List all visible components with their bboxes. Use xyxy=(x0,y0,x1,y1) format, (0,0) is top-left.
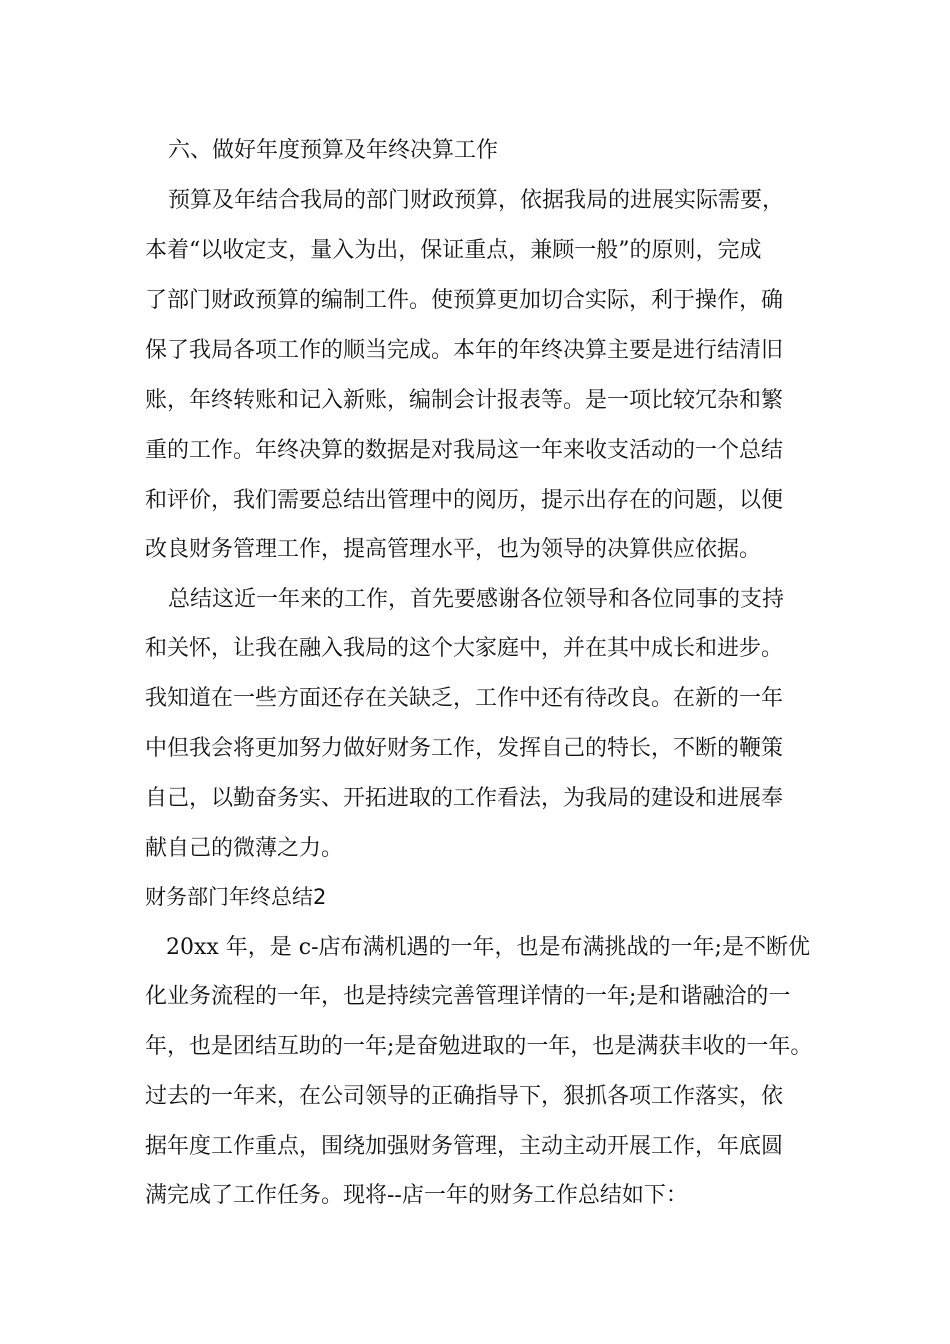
paragraph-line: 20xx 年，是 c-店布满机遇的一年，也是布满挑战的一年;是不断优 xyxy=(166,935,810,960)
paragraph-line: 和关怀，让我在融入我局的这个大家庭中，并在其中成长和进步。 xyxy=(145,636,784,661)
paragraph-line: 账，年终转账和记入新账，编制会计报表等。是一项比较冗杂和繁 xyxy=(145,388,784,413)
paragraph-line: 改良财务管理工作，提高管理水平，也为领导的决算供应依据。 xyxy=(145,537,762,562)
paragraph-line: 重的工作。年终决算的数据是对我局这一年来收支活动的一个总结 xyxy=(145,438,784,463)
paragraph-line: 化业务流程的一年，也是持续完善管理详情的一年;是和谐融洽的一 xyxy=(145,984,791,1009)
paragraph-line: 保了我局各项工作的顺当完成。本年的年终决算主要是进行结清旧 xyxy=(145,338,784,363)
paragraph-line: 我知道在一些方面还存在关缺乏，工作中还有待改良。在新的一年 xyxy=(145,686,784,711)
paragraph-line: 本着“以收定支，量入为出，保证重点，兼顾一般”的原则，完成 xyxy=(145,238,762,263)
paragraph-line: 过去的一年来，在公司领导的正确指导下，狠抓各项工作落实，依 xyxy=(145,1084,784,1109)
section-title: 财务部门年终总结2 xyxy=(145,885,327,909)
paragraph-line: 中但我会将更加努力做好财务工作，发挥自己的特长，不断的鞭策 xyxy=(145,736,784,761)
paragraph-line: 年，也是团结互助的一年;是奋勉进取的一年，也是满获丰收的一年。 xyxy=(145,1034,813,1059)
paragraph-line: 了部门财政预算的编制工件。使预算更加切合实际，利于操作，确 xyxy=(145,288,784,313)
paragraph-line: 献自己的微薄之力。 xyxy=(145,836,344,861)
section-heading: 六、做好年度预算及年终决算工作 xyxy=(168,138,499,163)
paragraph-line: 和评价，我们需要总结出管理中的阅历，提示出存在的问题，以便 xyxy=(145,488,784,513)
paragraph-line: 自己，以勤奋务实、开拓进取的工作看法，为我局的建设和进展奉 xyxy=(145,786,784,811)
paragraph-line: 满完成了工作任务。现将--店一年的财务工作总结如下： xyxy=(145,1183,688,1208)
paragraph-line: 总结这近一年来的工作，首先要感谢各位领导和各位同事的支持 xyxy=(168,587,785,612)
paragraph-line: 据年度工作重点，围绕加强财务管理，主动主动开展工作，年底圆 xyxy=(145,1134,784,1159)
paragraph-line: 预算及年结合我局的部门财政预算，依据我局的进展实际需要， xyxy=(168,188,785,213)
